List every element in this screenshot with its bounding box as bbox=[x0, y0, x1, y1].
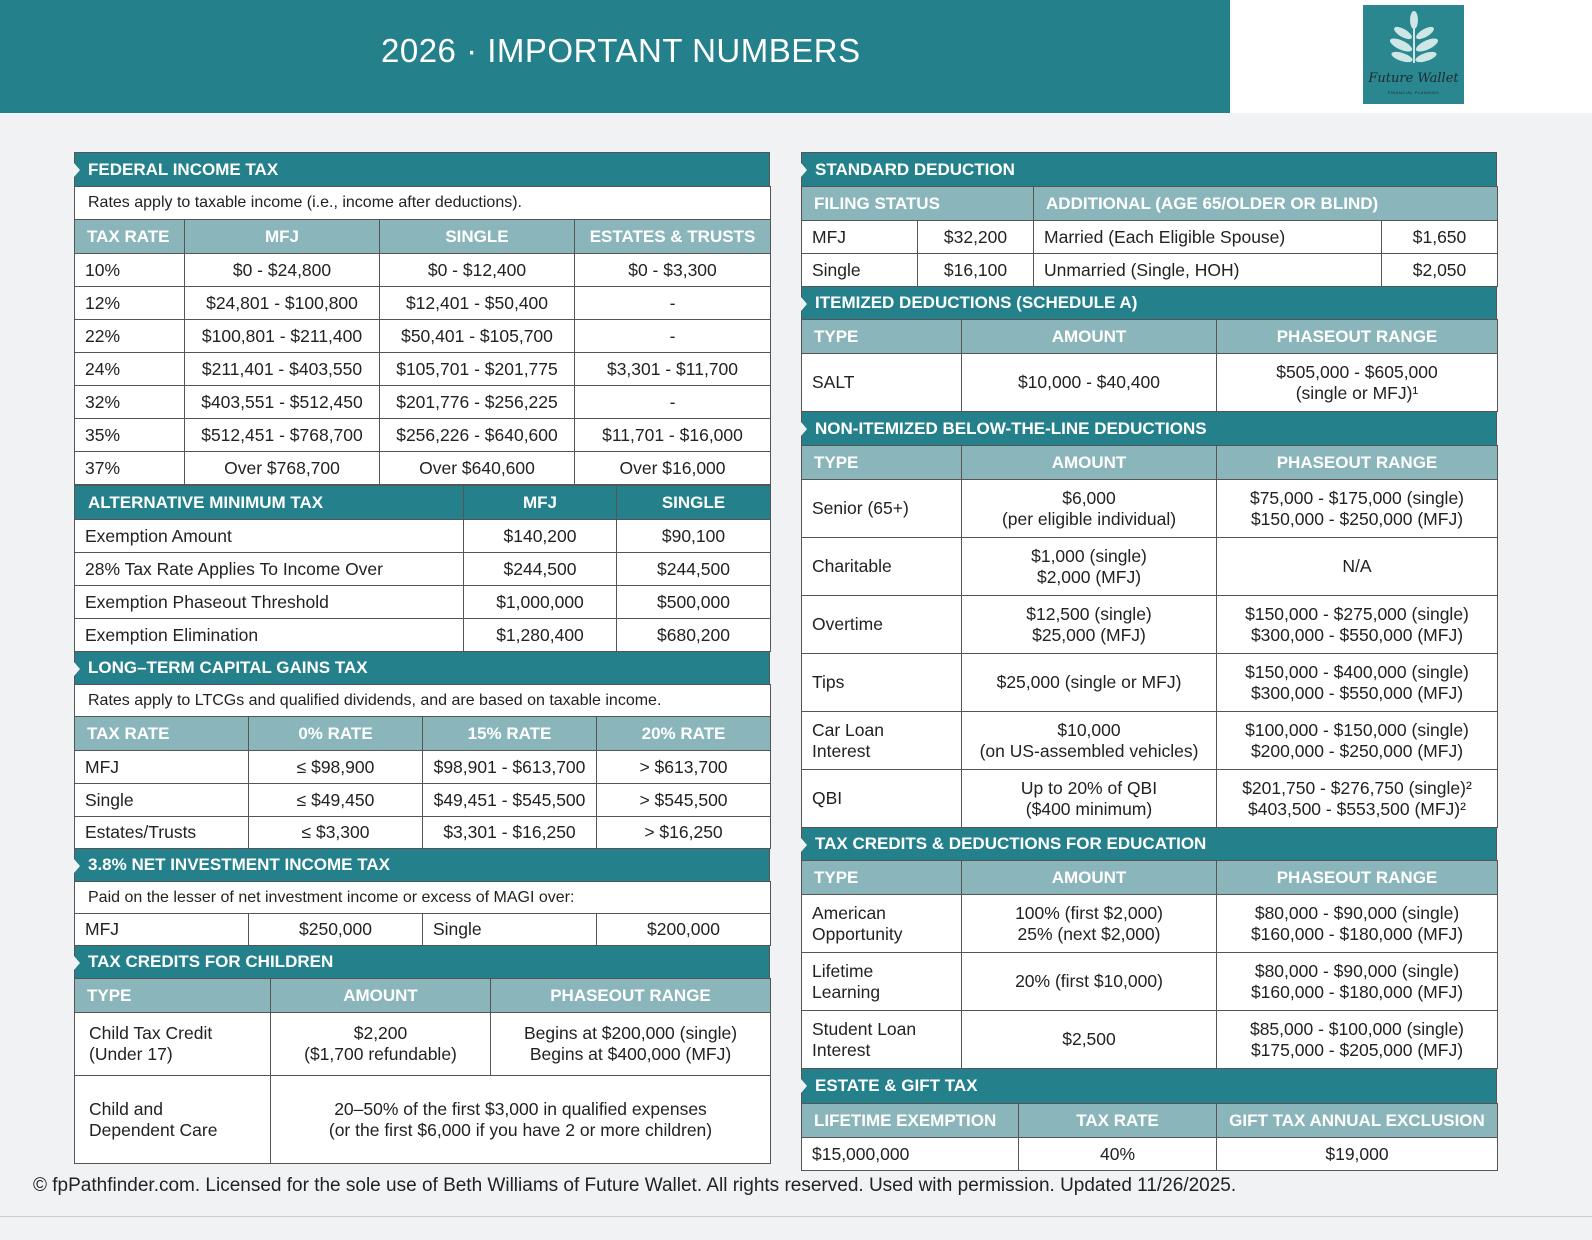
phaseout-line: N/A bbox=[1342, 556, 1372, 576]
footer-copyright: © fpPathfinder.com. Licensed for the sole use of Beth Williams of Future Wallet. All rights reserved. Used with permission. Updated 11/26/2025. bbox=[33, 1175, 1237, 1196]
phaseout-line: Begins at $200,000 (single) bbox=[523, 1023, 738, 1043]
cell: $50,401 - $105,700 bbox=[380, 320, 575, 353]
education-section bbox=[801, 828, 1497, 1069]
federal-income-tax-section bbox=[74, 152, 770, 485]
phaseout-line: $150,000 - $275,000 (single) bbox=[1245, 603, 1469, 624]
logo bbox=[1363, 5, 1464, 104]
cell: > $545,500 bbox=[597, 784, 771, 817]
col-header: PHASEOUT RANGE bbox=[491, 979, 771, 1013]
cell bbox=[1217, 770, 1498, 828]
std-table bbox=[801, 186, 1498, 287]
phaseout-line: $403,500 - $553,500 (MFJ)² bbox=[1248, 798, 1466, 819]
niit-table bbox=[74, 881, 771, 946]
table-row bbox=[75, 586, 771, 619]
cell: - bbox=[575, 287, 771, 320]
cell: - bbox=[575, 386, 771, 419]
col-header: MFJ bbox=[185, 220, 380, 254]
federal-title: FEDERAL INCOME TAX bbox=[74, 152, 770, 186]
children-section bbox=[74, 946, 770, 1164]
table-row bbox=[75, 817, 771, 849]
table-row bbox=[802, 654, 1498, 712]
table-row bbox=[802, 712, 1498, 770]
text-line: (or the first $6,000 if you have 2 or more children) bbox=[328, 1119, 713, 1140]
type-line: Lifetime bbox=[812, 960, 874, 981]
cell: 28% Tax Rate Applies To Income Over bbox=[75, 553, 464, 586]
table-row bbox=[802, 1011, 1498, 1069]
cell bbox=[271, 1013, 491, 1076]
cell: 22% bbox=[75, 320, 185, 353]
col-header: 0% RATE bbox=[249, 717, 423, 751]
phaseout-line: $150,000 - $250,000 (MFJ) bbox=[1250, 508, 1464, 529]
cell: $3,301 - $11,700 bbox=[575, 353, 771, 386]
table-row bbox=[75, 287, 771, 320]
phaseout-line: $175,000 - $205,000 (MFJ) bbox=[1250, 1039, 1464, 1060]
niit-note: Paid on the lesser of net investment income or excess of MAGI over: bbox=[75, 882, 771, 914]
amount-line: (per eligible individual) bbox=[1001, 508, 1177, 529]
col-header: ESTATES & TRUSTS bbox=[575, 220, 771, 254]
cell: 40% bbox=[1019, 1138, 1217, 1171]
logo-name: Future Wallet bbox=[1368, 71, 1459, 86]
cell bbox=[802, 1011, 962, 1069]
cell: $512,451 - $768,700 bbox=[185, 419, 380, 452]
amount-line: (on US-assembled vehicles) bbox=[979, 740, 1199, 761]
cell: $500,000 bbox=[617, 586, 771, 619]
phaseout-line: $505,000 - $605,000 bbox=[1276, 361, 1438, 382]
amount-line: $2,200 bbox=[353, 1023, 408, 1043]
niit-section bbox=[74, 849, 770, 946]
cell: $19,000 bbox=[1217, 1138, 1498, 1171]
col-header: 20% RATE bbox=[597, 717, 771, 751]
table-row bbox=[75, 784, 771, 817]
cell: 35% bbox=[75, 419, 185, 452]
cell bbox=[802, 654, 962, 712]
federal-table bbox=[74, 186, 771, 485]
amount-line: 100% (first $2,000) bbox=[1015, 902, 1163, 923]
cell: $1,280,400 bbox=[464, 619, 617, 652]
col-header: TYPE bbox=[75, 979, 271, 1013]
type-line: Interest bbox=[812, 1039, 871, 1060]
col-header: PHASEOUT RANGE bbox=[1217, 861, 1498, 895]
type-line: Tips bbox=[812, 672, 845, 692]
cell bbox=[1217, 1011, 1498, 1069]
table-row bbox=[802, 895, 1498, 953]
col-header: MFJ bbox=[464, 486, 617, 520]
table-row bbox=[75, 553, 771, 586]
children-table bbox=[74, 978, 771, 1164]
cell: Exemption Elimination bbox=[75, 619, 464, 652]
col-header: TYPE bbox=[802, 446, 962, 480]
type-line: Dependent Care bbox=[89, 1119, 218, 1140]
col-header: SINGLE bbox=[380, 220, 575, 254]
amount-line: $2,000 (MFJ) bbox=[1036, 566, 1142, 587]
cell: MFJ bbox=[75, 914, 249, 946]
cell bbox=[802, 596, 962, 654]
type-line: Child Tax Credit bbox=[89, 1023, 213, 1043]
table-row bbox=[802, 1138, 1498, 1171]
cell bbox=[75, 1076, 271, 1164]
amount-line: ($400 minimum) bbox=[1025, 798, 1153, 819]
cell: $15,000,000 bbox=[802, 1138, 1019, 1171]
type-line: Interest bbox=[812, 740, 871, 761]
cell: > $16,250 bbox=[597, 817, 771, 849]
ltcg-note: Rates apply to LTCGs and qualified dividends, and are based on taxable income. bbox=[75, 685, 771, 717]
cell: $24,801 - $100,800 bbox=[185, 287, 380, 320]
cell: Married (Each Eligible Spouse) bbox=[1034, 221, 1382, 254]
amount-line: $6,000 bbox=[1062, 487, 1116, 508]
cell bbox=[271, 1076, 771, 1164]
itemized-title: ITEMIZED DEDUCTIONS (SCHEDULE A) bbox=[801, 287, 1497, 319]
phaseout-line: $200,000 - $250,000 (MFJ) bbox=[1250, 740, 1464, 761]
cell: Over $640,600 bbox=[380, 452, 575, 485]
cell: Single bbox=[423, 914, 597, 946]
cell bbox=[962, 895, 1217, 953]
phaseout-line: $160,000 - $180,000 (MFJ) bbox=[1250, 923, 1464, 944]
col-header: SINGLE bbox=[617, 486, 771, 520]
cell: $3,301 - $16,250 bbox=[423, 817, 597, 849]
cell: $244,500 bbox=[464, 553, 617, 586]
cell: MFJ bbox=[802, 221, 918, 254]
type-line: QBI bbox=[812, 788, 843, 808]
cell bbox=[802, 538, 962, 596]
cell: 32% bbox=[75, 386, 185, 419]
cell: Single bbox=[75, 784, 249, 817]
amount-line: $25,000 (MFJ) bbox=[1032, 624, 1146, 645]
cell: Single bbox=[802, 254, 918, 287]
table-row bbox=[75, 751, 771, 784]
cell: Over $16,000 bbox=[575, 452, 771, 485]
type-line: Opportunity bbox=[812, 923, 903, 944]
table-row bbox=[75, 353, 771, 386]
std-title: STANDARD DEDUCTION bbox=[801, 152, 1497, 186]
text-line: 20–50% of the first $3,000 in qualified expenses bbox=[334, 1098, 707, 1119]
col-header: AMOUNT bbox=[962, 446, 1217, 480]
col-header: FILING STATUS bbox=[802, 187, 1034, 221]
niit-title: 3.8% NET INVESTMENT INCOME TAX bbox=[74, 849, 770, 881]
non-itemized-section bbox=[801, 412, 1497, 828]
table-row bbox=[75, 254, 771, 287]
leaf-icon bbox=[1387, 11, 1441, 69]
col-header: TAX RATE bbox=[75, 220, 185, 254]
cell bbox=[1217, 596, 1498, 654]
cell: $12,401 - $50,400 bbox=[380, 287, 575, 320]
amount-line: $1,000 (single) bbox=[1031, 545, 1147, 566]
phaseout-line: Begins at $400,000 (MFJ) bbox=[529, 1044, 732, 1064]
phaseout-line: $300,000 - $550,000 (MFJ) bbox=[1250, 682, 1464, 703]
cell: ≤ $3,300 bbox=[249, 817, 423, 849]
cell: Exemption Amount bbox=[75, 520, 464, 553]
type-line: Learning bbox=[812, 981, 881, 1002]
cell: $140,200 bbox=[464, 520, 617, 553]
table-row bbox=[75, 386, 771, 419]
cell: 10% bbox=[75, 254, 185, 287]
amount-line: ($1,700 refundable) bbox=[304, 1044, 457, 1064]
left-column bbox=[74, 152, 770, 1164]
cell: ≤ $98,900 bbox=[249, 751, 423, 784]
estate-section bbox=[801, 1069, 1497, 1171]
table-row bbox=[802, 538, 1498, 596]
cell bbox=[802, 712, 962, 770]
type-line: American bbox=[812, 902, 886, 923]
cell bbox=[1217, 895, 1498, 953]
cell: $10,000 - $40,400 bbox=[962, 354, 1217, 412]
cell: Exemption Phaseout Threshold bbox=[75, 586, 464, 619]
logo-subtitle: FINANCIAL PLANNING bbox=[1387, 90, 1440, 95]
cell bbox=[491, 1013, 771, 1076]
cell: 24% bbox=[75, 353, 185, 386]
cell: $211,401 - $403,550 bbox=[185, 353, 380, 386]
amount-line: Up to 20% of QBI bbox=[1020, 777, 1158, 798]
federal-note: Rates apply to taxable income (i.e., income after deductions). bbox=[75, 187, 771, 220]
amount-line: 25% (next $2,000) bbox=[1017, 923, 1161, 944]
cell: $680,200 bbox=[617, 619, 771, 652]
cell bbox=[962, 1011, 1217, 1069]
cell: $1,000,000 bbox=[464, 586, 617, 619]
phaseout-line: $300,000 - $550,000 (MFJ) bbox=[1250, 624, 1464, 645]
ltcg-title: LONG–TERM CAPITAL GAINS TAX bbox=[74, 652, 770, 684]
cell: > $613,700 bbox=[597, 751, 771, 784]
cell: $90,100 bbox=[617, 520, 771, 553]
type-line: (Under 17) bbox=[89, 1044, 173, 1064]
divider bbox=[0, 1216, 1592, 1217]
table-row bbox=[75, 619, 771, 652]
itemized-section bbox=[801, 287, 1497, 412]
phaseout-line: $160,000 - $180,000 (MFJ) bbox=[1250, 981, 1464, 1002]
table-row bbox=[802, 770, 1498, 828]
cell: $2,050 bbox=[1382, 254, 1498, 287]
amount-line: $25,000 (single or MFJ) bbox=[996, 672, 1182, 692]
cell: $0 - $3,300 bbox=[575, 254, 771, 287]
nonitem-table bbox=[801, 445, 1498, 828]
cell bbox=[962, 953, 1217, 1011]
cell bbox=[802, 770, 962, 828]
table-row bbox=[802, 596, 1498, 654]
type-line: Overtime bbox=[812, 614, 883, 634]
type-line: Child and bbox=[89, 1098, 163, 1119]
cell bbox=[802, 480, 962, 538]
cell bbox=[1217, 712, 1498, 770]
cell bbox=[1217, 953, 1498, 1011]
cell: $403,551 - $512,450 bbox=[185, 386, 380, 419]
cell bbox=[962, 712, 1217, 770]
col-header: TYPE bbox=[802, 861, 962, 895]
cell: $1,650 bbox=[1382, 221, 1498, 254]
page-header bbox=[0, 0, 1230, 113]
cell bbox=[962, 654, 1217, 712]
phaseout-line: $201,750 - $276,750 (single)² bbox=[1242, 777, 1472, 798]
table-row bbox=[75, 914, 771, 946]
cell: $256,226 - $640,600 bbox=[380, 419, 575, 452]
cell: ≤ $49,450 bbox=[249, 784, 423, 817]
phaseout-line: $85,000 - $100,000 (single) bbox=[1249, 1018, 1465, 1039]
type-line: Student Loan bbox=[812, 1018, 917, 1039]
col-header: LIFETIME EXEMPTION bbox=[802, 1104, 1019, 1138]
col-header: PHASEOUT RANGE bbox=[1217, 446, 1498, 480]
col-header: 15% RATE bbox=[423, 717, 597, 751]
standard-deduction-section bbox=[801, 152, 1497, 287]
right-column bbox=[801, 152, 1497, 1171]
nonitem-title: NON-ITEMIZED BELOW-THE-LINE DEDUCTIONS bbox=[801, 412, 1497, 445]
phaseout-line: $80,000 - $90,000 (single) bbox=[1254, 960, 1460, 981]
phaseout-line: $100,000 - $150,000 (single) bbox=[1245, 719, 1469, 740]
cell bbox=[962, 480, 1217, 538]
table-row bbox=[802, 953, 1498, 1011]
type-line: Senior (65+) bbox=[812, 498, 909, 518]
cell bbox=[1217, 538, 1498, 596]
ltcg-section bbox=[74, 652, 770, 849]
amt-table bbox=[74, 485, 771, 652]
cell bbox=[802, 895, 962, 953]
table-row bbox=[802, 354, 1498, 412]
estate-table bbox=[801, 1103, 1498, 1171]
table-row bbox=[75, 1076, 771, 1164]
cell bbox=[1217, 480, 1498, 538]
cell: SALT bbox=[802, 354, 962, 412]
table-row bbox=[802, 221, 1498, 254]
children-title: TAX CREDITS FOR CHILDREN bbox=[74, 946, 770, 978]
col-header: AMOUNT bbox=[962, 861, 1217, 895]
phaseout-line: $80,000 - $90,000 (single) bbox=[1254, 902, 1460, 923]
col-header: TYPE bbox=[802, 320, 962, 354]
col-header: AMOUNT bbox=[271, 979, 491, 1013]
col-header: TAX RATE bbox=[1019, 1104, 1217, 1138]
cell bbox=[1217, 354, 1498, 412]
type-line: Car Loan bbox=[812, 719, 884, 740]
cell: $32,200 bbox=[918, 221, 1034, 254]
cell bbox=[75, 1013, 271, 1076]
cell bbox=[962, 770, 1217, 828]
cell: Estates/Trusts bbox=[75, 817, 249, 849]
cell: 12% bbox=[75, 287, 185, 320]
col-header: ADDITIONAL (AGE 65/OLDER OR BLIND) bbox=[1034, 187, 1498, 221]
table-row bbox=[75, 320, 771, 353]
phaseout-line: $75,000 - $175,000 (single) bbox=[1249, 487, 1465, 508]
amount-line: $10,000 bbox=[1057, 719, 1121, 740]
col-header: TAX RATE bbox=[75, 717, 249, 751]
col-header: PHASEOUT RANGE bbox=[1217, 320, 1498, 354]
cell: $16,100 bbox=[918, 254, 1034, 287]
cell: Unmarried (Single, HOH) bbox=[1034, 254, 1382, 287]
amount-line: 20% (first $10,000) bbox=[1015, 971, 1163, 991]
page-title: 2026 · IMPORTANT NUMBERS bbox=[381, 32, 861, 69]
col-header: AMOUNT bbox=[962, 320, 1217, 354]
cell: Over $768,700 bbox=[185, 452, 380, 485]
cell: $201,776 - $256,225 bbox=[380, 386, 575, 419]
type-line: Charitable bbox=[812, 556, 892, 576]
table-row bbox=[75, 1013, 771, 1076]
education-table bbox=[801, 860, 1498, 1069]
table-row bbox=[75, 520, 771, 553]
table-row bbox=[75, 452, 771, 485]
table-row bbox=[802, 480, 1498, 538]
col-header: GIFT TAX ANNUAL EXCLUSION bbox=[1217, 1104, 1498, 1138]
cell bbox=[962, 538, 1217, 596]
cell: $11,701 - $16,000 bbox=[575, 419, 771, 452]
table-row bbox=[802, 254, 1498, 287]
cell: $0 - $24,800 bbox=[185, 254, 380, 287]
estate-title: ESTATE & GIFT TAX bbox=[801, 1069, 1497, 1103]
cell: $0 - $12,400 bbox=[380, 254, 575, 287]
cell: $200,000 bbox=[597, 914, 771, 946]
cell: $250,000 bbox=[249, 914, 423, 946]
cell bbox=[962, 596, 1217, 654]
amount-line: $12,500 (single) bbox=[1026, 603, 1152, 624]
amount-line: $2,500 bbox=[1062, 1029, 1116, 1049]
amt-title: ALTERNATIVE MINIMUM TAX bbox=[75, 486, 464, 520]
cell: MFJ bbox=[75, 751, 249, 784]
cell: $244,500 bbox=[617, 553, 771, 586]
cell bbox=[802, 953, 962, 1011]
phaseout-line: (single or MFJ)¹ bbox=[1295, 382, 1419, 403]
cell: $100,801 - $211,400 bbox=[185, 320, 380, 353]
ltcg-table bbox=[74, 684, 771, 849]
cell: - bbox=[575, 320, 771, 353]
cell bbox=[1217, 654, 1498, 712]
cell: $105,701 - $201,775 bbox=[380, 353, 575, 386]
cell: 37% bbox=[75, 452, 185, 485]
education-title: TAX CREDITS & DEDUCTIONS FOR EDUCATION bbox=[801, 828, 1497, 860]
cell: $98,901 - $613,700 bbox=[423, 751, 597, 784]
phaseout-line: $150,000 - $400,000 (single) bbox=[1245, 661, 1469, 682]
itemized-table bbox=[801, 319, 1498, 412]
table-row bbox=[75, 419, 771, 452]
cell: $49,451 - $545,500 bbox=[423, 784, 597, 817]
